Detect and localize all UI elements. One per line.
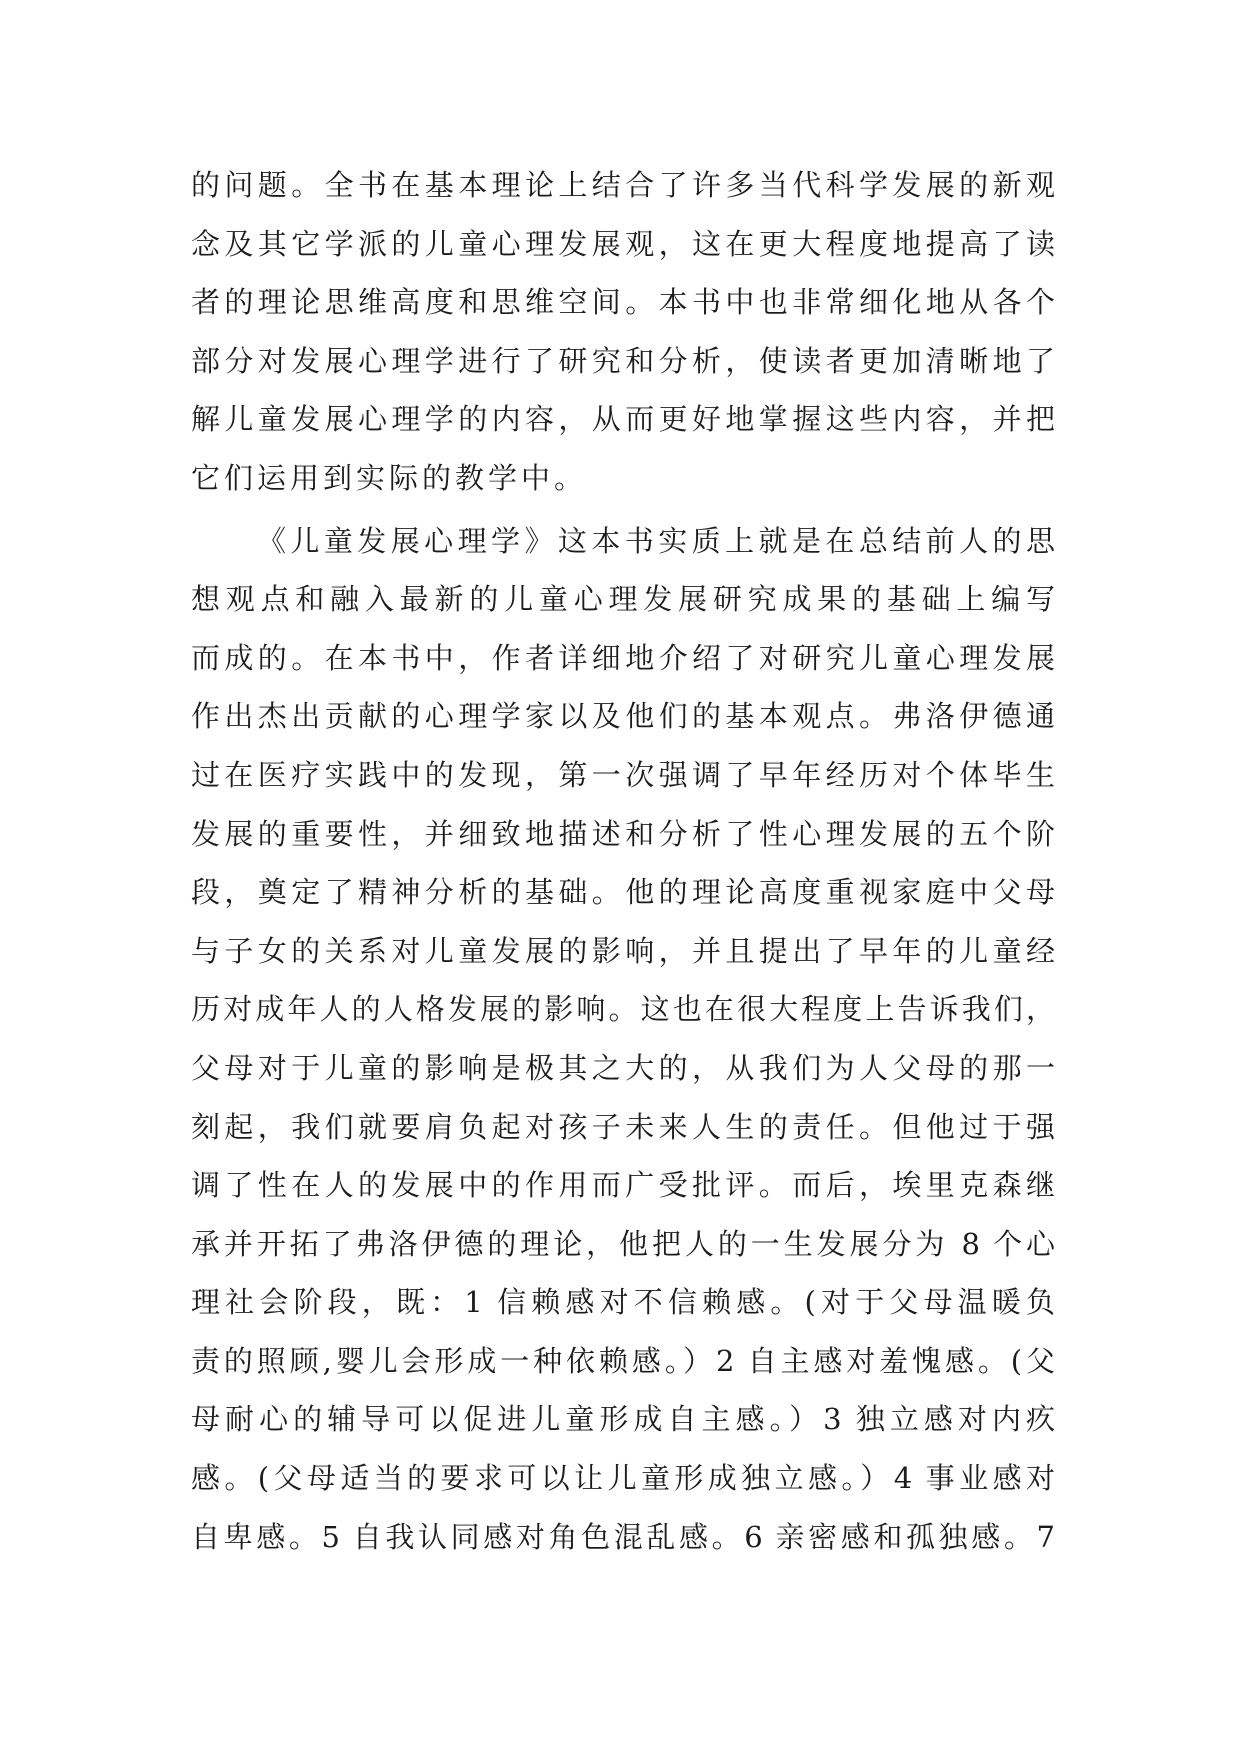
text-line: 部分对发展心理学进行了研究和分析，使读者更加清晰地了 — [191, 343, 1055, 378]
text-line: 它们运用到实际的教学中。 — [191, 460, 588, 495]
text-line: 承并开拓了弗洛伊德的理论，他把人的一生发展分为 8 个心 — [191, 1226, 1055, 1261]
text-line: 母耐心的辅导可以促进儿童形成自主感。）3 独立感对内疚 — [191, 1402, 1055, 1437]
text-line: 刻起，我们就要肩负起对孩子未来人生的责任。但他过于强 — [191, 1109, 1055, 1144]
text-line: 自卑感。5 自我认同感对角色混乱感。6 亲密感和孤独感。7 — [191, 1519, 1055, 1554]
text-line: 念及其它学派的儿童心理发展观，这在更大程度地提高了读 — [191, 226, 1055, 261]
text-line: 父母对于儿童的影响是极其之大的，从我们为人父母的那一 — [191, 1050, 1055, 1085]
text-line: 理社会阶段，既：1 信赖感对不信赖感。(对于父母温暖负 — [191, 1285, 1055, 1320]
text-line: 的问题。全书在基本理论上结合了许多当代科学发展的新观 — [191, 168, 1055, 202]
text-line: 《儿童发展心理学》这本书实质上就是在总结前人的思 — [257, 523, 1055, 558]
text-line: 责的照顾,婴儿会形成一种依赖感。）2 自主感对羞愧感。(父 — [191, 1343, 1055, 1378]
text-line: 解儿童发展心理学的内容，从而更好地掌握这些内容，并把 — [191, 402, 1055, 437]
paragraph — [191, 156, 1055, 508]
paragraph — [191, 512, 1055, 1567]
text-line: 感。(父母适当的要求可以让儿童形成独立感。）4 事业感对 — [191, 1461, 1055, 1496]
document-body — [191, 156, 1055, 1566]
text-line: 而成的。在本书中，作者详细地介绍了对研究儿童心理发展 — [191, 640, 1055, 675]
text-line: 与子女的关系对儿童发展的影响，并且提出了早年的儿童经 — [191, 933, 1055, 968]
text-line: 调了性在人的发展中的作用而广受批评。而后，埃里克森继 — [191, 1168, 1055, 1203]
text-line: 想观点和融入最新的儿童心理发展研究成果的基础上编写 — [191, 582, 1055, 617]
text-line: 历对成年人的人格发展的影响。这也在很大程度上告诉我们， — [191, 992, 1055, 1027]
text-line: 发展的重要性，并细致地描述和分析了性心理发展的五个阶 — [191, 816, 1055, 851]
text-line: 者的理论思维高度和思维空间。本书中也非常细化地从各个 — [191, 285, 1055, 320]
text-line: 过在医疗实践中的发现，第一次强调了早年经历对个体毕生 — [191, 757, 1055, 792]
text-line: 段，奠定了精神分析的基础。他的理论高度重视家庭中父母 — [191, 875, 1055, 910]
text-line: 作出杰出贡献的心理学家以及他们的基本观点。弗洛伊德通 — [191, 699, 1055, 734]
